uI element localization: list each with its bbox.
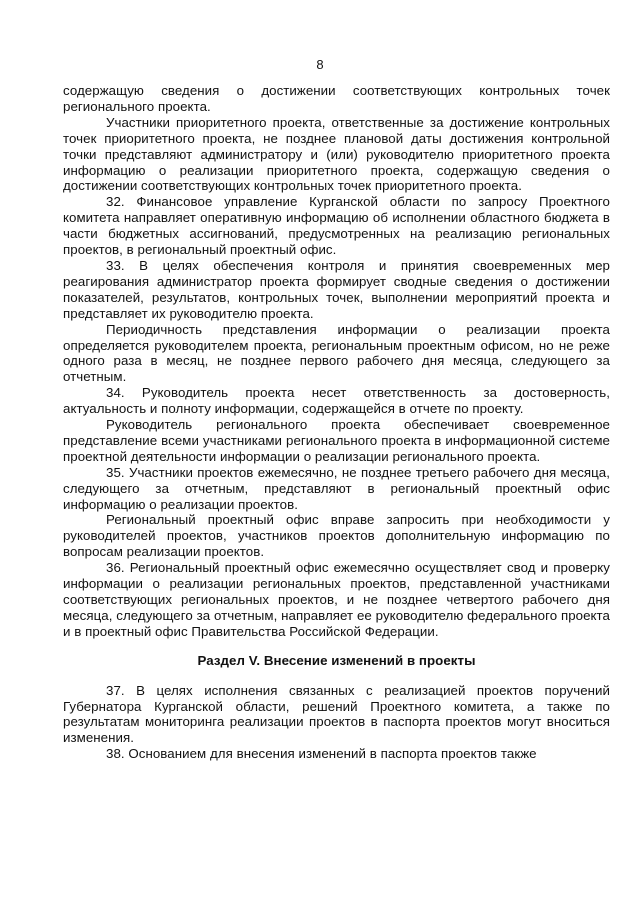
paragraph: 38. Основанием для внесения изменений в паспорта проектов также bbox=[106, 746, 537, 762]
paragraph: Региональный проектный офис вправе запросить при необходимости у руководителей проектов, участников проектов дополнительную информацию по вопросам реализации проектов. bbox=[63, 512, 610, 560]
paragraph: 37. В целях исполнения связанных с реализацией проектов поручений Губернатора Курганской области, решений Проектного комитета, а также по результатам мониторинга реализации проектов в паспорта проектов могут вноситься изменения. bbox=[63, 682, 610, 746]
section-heading: Раздел V. Внесение изменений в проекты bbox=[197, 652, 476, 668]
paragraph: 32. Финансовое управление Курганской области по запросу Проектного комитета направляет оперативную информацию об исполнении областного бюджета в части бюджетных ассигнований, предусмотренных на реализацию региональных проектов, в региональный проектный офис. bbox=[63, 194, 610, 258]
paragraph: 36. Региональный проектный офис ежемесячно осуществляет свод и проверку информации о реализации региональных проектов, представленной участниками соответствующих региональных проектов, и не позднее четвертого рабочего дня месяца, следующего за отчетным, направляет ее руководителю федерального проекта и в проектный офис Правительства Российской Федерации. bbox=[63, 560, 610, 639]
paragraph: Периодичность представления информации о реализации проекта определяется руководителем проекта, региональным проектным офисом, но не реже одного раза в месяц, не позднее первого рабочего дня месяца, следующего за отчетным. bbox=[63, 321, 610, 385]
paragraph: 33. В целях обеспечения контроля и принятия своевременных мер реагирования администратор проекта формирует сводные сведения о достижении показателей, результатов, контрольных точек, выполнении мероприятий проекта и представляет их руководителю проекта. bbox=[63, 257, 610, 321]
paragraph: 34. Руководитель проекта несет ответственность за достоверность, актуальность и полноту информации, содержащейся в отчете по проекту. bbox=[63, 385, 610, 417]
body-text bbox=[63, 83, 610, 762]
paragraph: содержащую сведения о достижении соответствующих контрольных точек регионального проекта. bbox=[63, 83, 610, 114]
paragraph: Участники приоритетного проекта, ответственные за достижение контрольных точек приоритетного проекта, не позднее плановой даты достижения контрольной точки представляют администратору и (или) руководителю приоритетного проекта информацию о реализации приоритетного проекта, содержащую сведения о достижении соответствующих контрольных точек приоритетного проекта. bbox=[63, 114, 610, 194]
page-number: 8 bbox=[316, 57, 324, 72]
paragraph: Руководитель регионального проекта обеспечивает своевременное представление всеми участниками регионального проекта в информационной системе проектной деятельности информации о реализации регионального проекта. bbox=[63, 417, 610, 464]
paragraph: 35. Участники проектов ежемесячно, не позднее третьего рабочего дня месяца, следующего за отчетным, представляют в региональный проектный офис информацию о реализации проектов. bbox=[63, 464, 610, 512]
